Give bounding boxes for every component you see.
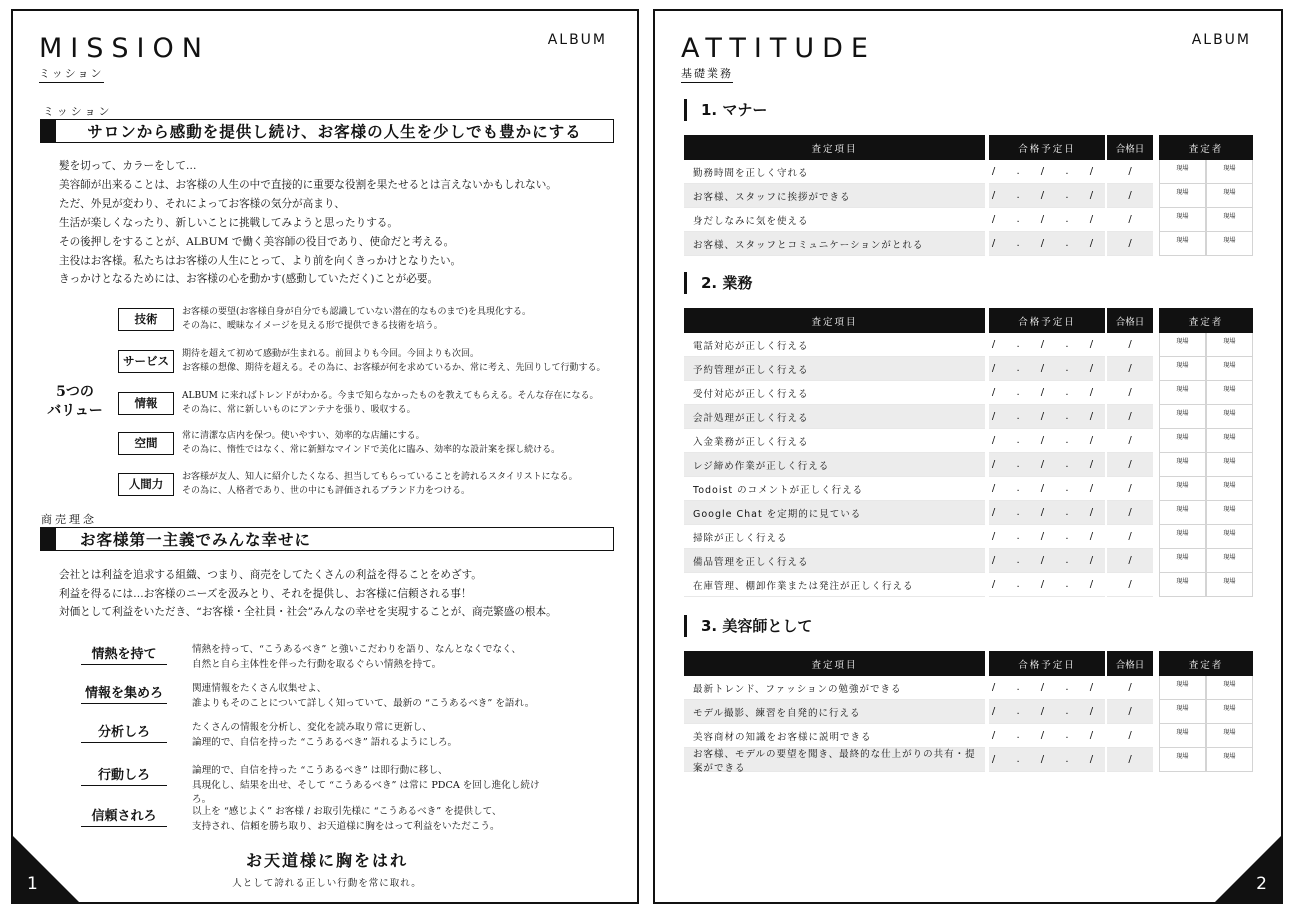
action-text — [192, 805, 552, 834]
page-number: 1 — [27, 874, 38, 894]
evaluator-cell[interactable]: 現場 — [1206, 748, 1253, 772]
value-line: その為に、曖昧なイメージを見える形で提供できる技術を培う。 — [182, 321, 443, 331]
evaluator-cell[interactable]: 現場 — [1159, 357, 1206, 381]
item-name: 美容商材の知識をお客様に説明できる — [684, 724, 985, 748]
motto: お天道様に胸をはれ — [245, 851, 408, 870]
pass-date-field[interactable]: / — [1107, 160, 1153, 184]
planned-date-field[interactable]: / . / . / — [989, 676, 1105, 700]
value-line: お客様の想像、期待を超える。その為に、お客様が何を求めているか、常に考え、先回りして行動する。 — [182, 363, 606, 373]
evaluator-cell[interactable]: 現場 — [1206, 501, 1253, 525]
item-name: 受付対応が正しく行える — [684, 381, 985, 405]
value-text — [182, 429, 622, 457]
evaluator-cell[interactable]: 現場 — [1159, 429, 1206, 453]
table-row — [684, 748, 1255, 772]
evaluator-cells — [1159, 549, 1253, 573]
value-row — [118, 305, 622, 333]
evaluator-cell[interactable]: 現場 — [1206, 160, 1253, 184]
table-row — [684, 405, 1255, 429]
evaluator-cell[interactable]: 現場 — [1206, 429, 1253, 453]
page-subtitle: ミッション — [39, 65, 104, 83]
value-line: お客様が友人、知人に紹介したくなる、担当してもらっていることを誇れるスタイリストになる。 — [182, 472, 578, 482]
evaluator-cells — [1159, 232, 1253, 256]
header-pass: 合格日 — [1107, 308, 1153, 333]
header-pass: 合格日 — [1107, 651, 1153, 676]
pass-date-field[interactable]: / — [1107, 748, 1153, 772]
corner-decoration — [1215, 836, 1281, 902]
page-title: ATTITUDE — [681, 33, 876, 64]
table-header — [684, 651, 1255, 676]
planned-date-field[interactable]: / . / . / — [989, 525, 1105, 549]
value-line: 常に清潔な店内を保つ。使いやすい、効率的な店舗にする。 — [182, 431, 425, 441]
action-text — [192, 643, 552, 672]
corner-decoration — [13, 836, 79, 902]
value-line: 期待を超えて初めて感動が生まれる。前回よりも今回。今回よりも次回。 — [182, 349, 480, 359]
brand-logo: ALBUM — [547, 32, 607, 48]
planned-date-field[interactable]: / . / . / — [989, 501, 1105, 525]
evaluator-cell[interactable]: 現場 — [1206, 232, 1253, 256]
action-text — [192, 721, 552, 750]
pass-date-field[interactable]: / — [1107, 477, 1153, 501]
value-row — [118, 470, 622, 498]
action-line: 自然と自ら主体性を伴った行動を取るぐらい情熱を持て。 — [192, 658, 442, 670]
planned-date-field[interactable]: / . / . / — [989, 724, 1105, 748]
paragraph-line: ただ、外見が変わり、それによってお客様の気分が高まり、 — [59, 197, 346, 210]
table-row — [684, 160, 1255, 184]
pass-date-field[interactable]: / — [1107, 184, 1153, 208]
header-item: 査定項目 — [684, 135, 985, 160]
evaluator-cells — [1159, 453, 1253, 477]
page-title: MISSION — [39, 33, 210, 64]
evaluation-table — [684, 308, 1255, 597]
evaluator-cells — [1159, 381, 1253, 405]
value-line: その為に、常に新しいものにアンテナを張り、吸収する。 — [182, 405, 416, 415]
evaluator-cell[interactable]: 現場 — [1159, 160, 1206, 184]
value-line: お客様の要望(お客様自身が自分でも認識していない潜在的なものまで)を具現化する。 — [182, 307, 532, 317]
value-text — [182, 347, 622, 375]
planned-date-field[interactable]: / . / . / — [989, 357, 1105, 381]
value-text — [182, 305, 622, 333]
pass-date-field[interactable]: / — [1107, 453, 1153, 477]
evaluator-cell[interactable]: 現場 — [1206, 333, 1253, 357]
evaluator-cell[interactable]: 現場 — [1206, 676, 1253, 700]
value-name: 人間力 — [118, 473, 174, 496]
action-name: 情報を集めろ — [81, 682, 167, 704]
planned-date-field[interactable]: / . / . / — [989, 700, 1105, 724]
header-evaluator: 査定者 — [1159, 651, 1253, 676]
table-header — [684, 308, 1255, 333]
action-line: 誰よりもそのことについて詳しく知っていて、最新の “こうあるべき” を語れ。 — [192, 697, 535, 709]
table-row — [684, 381, 1255, 405]
evaluator-cell[interactable]: 現場 — [1206, 405, 1253, 429]
paragraph-line: 主役はお客様。私たちはお客様の人生にとって、より前を向くきっかけとなりたい。 — [59, 254, 462, 267]
evaluator-cells — [1159, 477, 1253, 501]
evaluator-cells — [1159, 160, 1253, 184]
mission-label: ミッション — [43, 105, 113, 118]
evaluator-cell[interactable]: 現場 — [1159, 208, 1206, 232]
evaluation-table — [684, 135, 1255, 256]
header-pass: 合格日 — [1107, 135, 1153, 160]
value-row — [118, 429, 622, 457]
planned-date-field[interactable]: / . / . / — [989, 160, 1105, 184]
item-name: 備品管理を正しく行える — [684, 549, 985, 573]
item-name: 掃除が正しく行える — [684, 525, 985, 549]
evaluator-cells — [1159, 700, 1253, 724]
item-name: お客様、モデルの要望を聞き、最終的な仕上がりの共有・提案ができる — [684, 748, 985, 772]
value-text — [182, 470, 622, 498]
paragraph-line: 髪を切って、カラーをして… — [59, 160, 197, 172]
planned-date-field[interactable]: / . / . / — [989, 453, 1105, 477]
paragraph-line: その後押しをすることが、ALBUM で働く美容師の役目であり、使命だと考える。 — [59, 235, 455, 248]
evaluator-cell[interactable]: 現場 — [1159, 748, 1206, 772]
value-line: その為に、惰性ではなく、常に新鮮なマインドで美化に臨み、効率的な設計案を探し続ける。 — [182, 445, 561, 455]
paragraph-line: 対価として利益をいただき、“お客様・全社員・社会”みんなの幸せを実現することが、商売繁盛の根本。 — [59, 606, 557, 619]
pass-date-field[interactable]: / — [1107, 405, 1153, 429]
evaluator-cell[interactable]: 現場 — [1159, 477, 1206, 501]
planned-date-field[interactable]: / . / . / — [989, 232, 1105, 256]
evaluator-cell[interactable]: 現場 — [1206, 525, 1253, 549]
action-name: 情熱を持て — [81, 643, 167, 665]
values-label-line: 5つの — [56, 384, 94, 400]
evaluator-cell[interactable]: 現場 — [1159, 525, 1206, 549]
evaluator-cell[interactable]: 現場 — [1206, 477, 1253, 501]
banner-bar — [41, 120, 56, 142]
pass-date-field[interactable]: / — [1107, 700, 1153, 724]
evaluator-cell[interactable]: 現場 — [1159, 184, 1206, 208]
banner-bar — [41, 528, 56, 550]
item-name: お客様、スタッフに挨拶ができる — [684, 184, 985, 208]
planned-date-field[interactable]: / . / . / — [989, 549, 1105, 573]
evaluator-cell[interactable]: 現場 — [1159, 501, 1206, 525]
evaluator-cells — [1159, 573, 1253, 597]
action-line: 具現化し、結果を出せ、そして “こうあるべき” は常に PDCA を回し進化し続けろ。 — [192, 779, 540, 805]
planned-date-field[interactable]: / . / . / — [989, 333, 1105, 357]
mission-statement: サロンから感動を提供し続け、お客様の人生を少しでも豊かにする — [87, 122, 582, 141]
item-name: 身だしなみに気を使える — [684, 208, 985, 232]
evaluation-table — [684, 651, 1255, 772]
evaluator-cell[interactable]: 現場 — [1206, 573, 1253, 597]
item-name: モデル撮影、練習を自発的に行える — [684, 700, 985, 724]
item-name: 最新トレンド、ファッションの勉強ができる — [684, 676, 985, 700]
action-line: 支持され、信頼を勝ち取り、お天道様に胸をはって利益をいただこう。 — [192, 820, 500, 832]
evaluator-cell[interactable]: 現場 — [1159, 453, 1206, 477]
action-row — [81, 643, 552, 672]
pass-date-field[interactable]: / — [1107, 676, 1153, 700]
paragraph-line: 会社とは利益を追求する組織、つまり、商売をしてたくさんの利益を得ることをめざす。 — [59, 569, 482, 581]
header-evaluator: 査定者 — [1159, 135, 1253, 160]
values-label — [43, 383, 107, 421]
evaluator-cell[interactable]: 現場 — [1206, 208, 1253, 232]
action-line: 論理的で、自信を持った “こうあるべき” 語れるようにしろ。 — [192, 736, 458, 748]
page-number: 2 — [1256, 874, 1267, 894]
item-name: 予約管理が正しく行える — [684, 357, 985, 381]
evaluator-cells — [1159, 405, 1253, 429]
evaluator-cells — [1159, 357, 1253, 381]
item-name: 電話対応が正しく行える — [684, 333, 985, 357]
action-row — [81, 721, 552, 750]
pass-date-field[interactable]: / — [1107, 525, 1153, 549]
item-name: 会計処理が正しく行える — [684, 405, 985, 429]
item-name: 在庫管理、棚卸作業または発注が正しく行える — [684, 573, 985, 597]
evaluator-cells — [1159, 184, 1253, 208]
evaluator-cell[interactable]: 現場 — [1206, 700, 1253, 724]
philosophy-statement: お客様第一主義でみんな幸せに — [80, 530, 312, 549]
evaluator-cell[interactable]: 現場 — [1159, 381, 1206, 405]
value-row — [118, 347, 622, 375]
evaluator-cell[interactable]: 現場 — [1159, 232, 1206, 256]
motto-sub: 人として誇れる正しい行動を常に取れ。 — [232, 878, 422, 889]
item-name: お客様、スタッフとコミュニケーションがとれる — [684, 232, 985, 256]
planned-date-field[interactable]: / . / . / — [989, 405, 1105, 429]
table-row — [684, 549, 1255, 573]
value-name: 情報 — [118, 392, 174, 415]
page-mission — [11, 9, 639, 904]
section-heading: 3. 美容師として — [684, 615, 812, 637]
planned-date-field[interactable]: / . / . / — [989, 748, 1105, 772]
item-name: 入金業務が正しく行える — [684, 429, 985, 453]
evaluator-cell[interactable]: 現場 — [1206, 381, 1253, 405]
planned-date-field[interactable]: / . / . / — [989, 381, 1105, 405]
paragraph-line: きっかけとなるためには、お客様の心を動かす(感動していただく)ことが必要。 — [59, 273, 439, 286]
philosophy-label: 商売理念 — [41, 513, 97, 526]
header-evaluator: 査定者 — [1159, 308, 1253, 333]
action-line: 情熱を持って、“こうあるべき” と強いこだわりを語り、なんとなくでなく、 — [192, 644, 522, 655]
item-name: Todoist のコメントが正しく行える — [684, 477, 985, 501]
table-row — [684, 724, 1255, 748]
action-line: たくさんの情報を分析し、変化を読み取り常に更新し、 — [192, 722, 432, 733]
evaluator-cell[interactable]: 現場 — [1159, 549, 1206, 573]
action-row — [81, 764, 552, 808]
evaluator-cell[interactable]: 現場 — [1206, 357, 1253, 381]
philosophy-paragraph — [59, 566, 557, 622]
value-name: 空間 — [118, 432, 174, 455]
table-row — [684, 453, 1255, 477]
action-text — [192, 682, 552, 711]
header-date: 合格予定日 — [989, 308, 1105, 333]
evaluator-cells — [1159, 525, 1253, 549]
page-attitude — [653, 9, 1283, 904]
planned-date-field[interactable]: / . / . / — [989, 208, 1105, 232]
action-line: 論理的で、自信を持った “こうあるべき” は即行動に移し、 — [192, 765, 448, 776]
evaluator-cell[interactable]: 現場 — [1159, 700, 1206, 724]
section-heading: 2. 業務 — [684, 272, 752, 294]
pass-date-field[interactable]: / — [1107, 333, 1153, 357]
evaluator-cells — [1159, 333, 1253, 357]
pass-date-field[interactable]: / — [1107, 724, 1153, 748]
section-heading: 1. マナー — [684, 99, 767, 121]
table-row — [684, 333, 1255, 357]
table-row — [684, 676, 1255, 700]
header-item: 査定項目 — [684, 308, 985, 333]
table-row — [684, 184, 1255, 208]
evaluator-cells — [1159, 429, 1253, 453]
table-row — [684, 573, 1255, 597]
item-name: 勤務時間を正しく守れる — [684, 160, 985, 184]
evaluator-cell[interactable]: 現場 — [1159, 676, 1206, 700]
table-header — [684, 135, 1255, 160]
value-line: その為に、人格者であり、世の中にも評価されるブランド力をつける。 — [182, 486, 471, 496]
value-name: サービス — [118, 350, 174, 373]
value-name: 技術 — [118, 308, 174, 331]
value-line: ALBUM に来ればトレンドがわかる。今まで知らなかったものを教えてもらえる。そんな存在になる。 — [182, 391, 599, 401]
planned-date-field[interactable]: / . / . / — [989, 477, 1105, 501]
action-line: 関連情報をたくさん収集せよ、 — [192, 683, 327, 694]
value-text — [182, 389, 622, 417]
evaluator-cell[interactable]: 現場 — [1206, 184, 1253, 208]
pass-date-field[interactable]: / — [1107, 573, 1153, 597]
table-row — [684, 525, 1255, 549]
pass-date-field[interactable]: / — [1107, 429, 1153, 453]
header-date: 合格予定日 — [989, 135, 1105, 160]
pass-date-field[interactable]: / — [1107, 232, 1153, 256]
table-row — [684, 429, 1255, 453]
evaluator-cells — [1159, 724, 1253, 748]
action-name: 信頼されろ — [81, 805, 167, 827]
pass-date-field[interactable]: / — [1107, 208, 1153, 232]
pass-date-field[interactable]: / — [1107, 549, 1153, 573]
table-row — [684, 501, 1255, 525]
paragraph-line: 生活が楽しくなったり、新しいことに挑戦してみようと思ったりする。 — [59, 216, 398, 229]
pass-date-field[interactable]: / — [1107, 501, 1153, 525]
value-row — [118, 389, 622, 417]
item-name: レジ締め作業が正しく行える — [684, 453, 985, 477]
table-row — [684, 477, 1255, 501]
mission-banner — [40, 119, 614, 143]
philosophy-banner — [40, 527, 614, 551]
action-name: 分析しろ — [81, 721, 167, 743]
pass-date-field[interactable]: / — [1107, 357, 1153, 381]
action-text — [192, 764, 552, 808]
evaluator-cell[interactable]: 現場 — [1206, 724, 1253, 748]
planned-date-field[interactable]: / . / . / — [989, 184, 1105, 208]
table-row — [684, 232, 1255, 256]
evaluator-cell[interactable]: 現場 — [1159, 405, 1206, 429]
evaluator-cells — [1159, 748, 1253, 772]
header-date: 合格予定日 — [989, 651, 1105, 676]
evaluator-cell[interactable]: 現場 — [1159, 573, 1206, 597]
item-name: Google Chat を定期的に見ている — [684, 501, 985, 525]
page-subtitle: 基礎業務 — [681, 65, 733, 83]
evaluator-cells — [1159, 208, 1253, 232]
mission-paragraph — [59, 157, 557, 289]
action-name: 行動しろ — [81, 764, 167, 786]
values-label-line: バリュー — [47, 403, 103, 419]
paragraph-line: 利益を得るには…お客様のニーズを汲みとり、それを提供し、お客様に信頼される事！ — [59, 587, 472, 600]
table-row — [684, 357, 1255, 381]
evaluator-cells — [1159, 501, 1253, 525]
pass-date-field[interactable]: / — [1107, 381, 1153, 405]
paragraph-line: 美容師が出来ることは、お客様の人生の中で直接的に重要な役割を果たせるとは言えないかもしれない。 — [59, 178, 557, 191]
evaluator-cell[interactable]: 現場 — [1206, 549, 1253, 573]
evaluator-cell[interactable]: 現場 — [1159, 724, 1206, 748]
table-row — [684, 700, 1255, 724]
table-row — [684, 208, 1255, 232]
brand-logo: ALBUM — [1191, 32, 1251, 48]
header-item: 査定項目 — [684, 651, 985, 676]
action-row — [81, 805, 552, 834]
evaluator-cell[interactable]: 現場 — [1159, 333, 1206, 357]
evaluator-cell[interactable]: 現場 — [1206, 453, 1253, 477]
planned-date-field[interactable]: / . / . / — [989, 429, 1105, 453]
planned-date-field[interactable]: / . / . / — [989, 573, 1105, 597]
action-row — [81, 682, 552, 711]
evaluator-cells — [1159, 676, 1253, 700]
action-line: 以上を “感じよく” お客様 / お取引先様に “こうあるべき” を提供して、 — [192, 806, 502, 817]
